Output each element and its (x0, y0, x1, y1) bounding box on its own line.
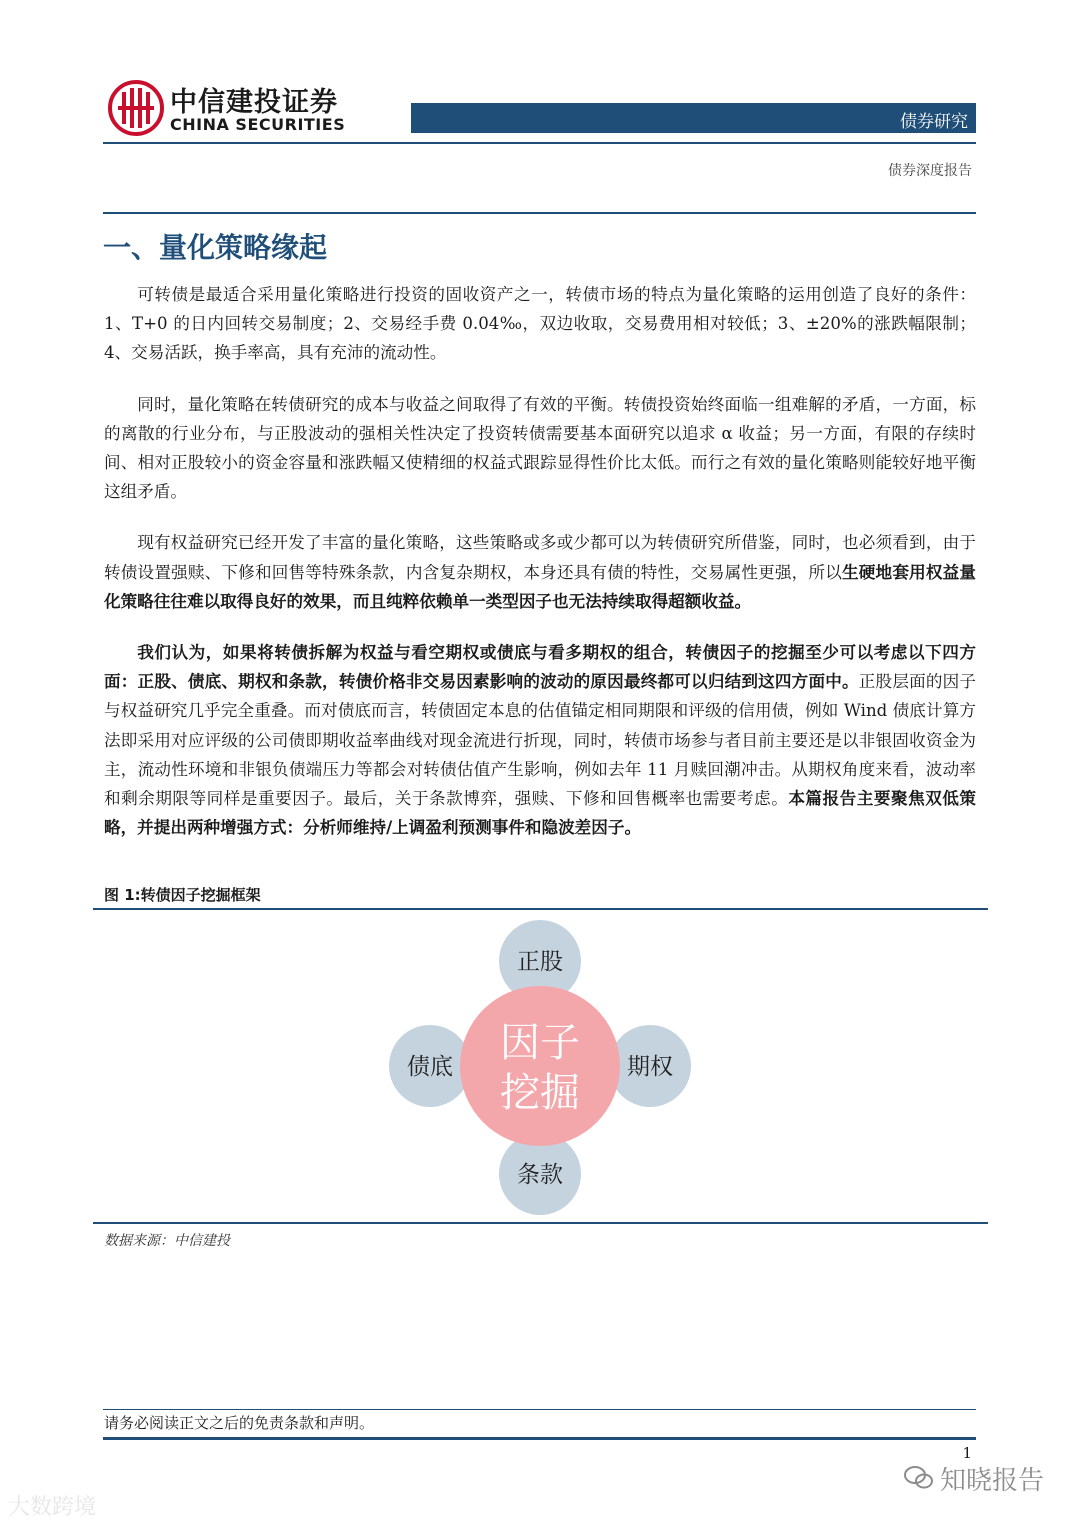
category-label: 债券研究 (900, 112, 968, 132)
center-label-line1: 因子 (500, 1020, 580, 1066)
figure-caption: 图 1:转债因子挖掘框架 (104, 886, 261, 904)
satellite-label-right: 期权 (627, 1054, 673, 1080)
footer-divider-thin (103, 1409, 976, 1410)
content-top-divider (103, 212, 976, 214)
paragraph-4-emphasis: 我们认为，如果将转债拆解为权益与看空期权或债底与看多期权的组合，转债因子的挖掘至少可以考虑以下四方面：正股、债底、期权和条款，转债价格非交易因素影响的波动的原因最终都可以归结到这四方面中。 (104, 642, 976, 692)
footer-divider-thick (103, 1437, 976, 1440)
center-circle (460, 986, 620, 1146)
factor-framework-diagram (380, 920, 700, 1220)
body-text (104, 280, 976, 864)
watermark-right-text: 知晓报告 (939, 1466, 1044, 1496)
wechat-icon (904, 1465, 934, 1498)
paragraph-3-emphasis: 生硬地套用权益量化策略往往难以取得良好的效果，而且纯粹依赖单一类型因子也无法持续取得超额收益。 (104, 561, 977, 611)
paragraph-1-text: 可转债是最适合采用量化策略进行投资的固收资产之一，转债市场的特点为量化策略的运用创造了良好的条件：1、T+0 的日内回转交易制度；2、交易经手费 0.04‰，双边收取，交易费用相对较低；3、±20%的涨跌幅限制；4、交易活跃，换手率高，具有充沛的流动性。 (104, 285, 976, 363)
company-logo-icon (108, 80, 164, 136)
paragraph-4 (104, 638, 976, 842)
paragraph-3-text: 现有权益研究已经开发了丰富的量化策略，这些策略或多或少都可以为转债研究所借鉴，同时，也必须看到，由于转债设置强赎、下修和回售等特殊条款，内含复杂期权，本身还具有债的特性，交易属性更强，所以 (104, 533, 976, 582)
satellite-label-left: 债底 (407, 1054, 453, 1080)
paragraph-2-text: 同时，量化策略在转债研究的成本与收益之间取得了有效的平衡。转债投资始终面临一组难解的矛盾，一方面，标的离散的行业分布，与正股波动的强相关性决定了投资转债需要基本面研究以追求 α 收益；另一方面，有限的存续时间、相对正股较小的资金容量和涨跌幅又使精细的权益式跟踪显得性价比太低。而行之有效的量化策略则能较好地平衡这组矛盾。 (104, 394, 976, 502)
figure-bottom-divider (93, 1222, 988, 1224)
satellite-label-top: 正股 (517, 949, 563, 975)
watermark-left: 大数跨境 (8, 1495, 97, 1520)
paragraph-2 (104, 390, 976, 507)
category-banner (411, 103, 976, 133)
section-title: 一、量化策略缘起 (103, 231, 328, 264)
satellite-label-bottom: 条款 (517, 1162, 563, 1188)
paragraph-1 (104, 280, 976, 368)
figure-source: 数据来源：中信建投 (104, 1233, 230, 1249)
watermark-right (904, 1460, 1044, 1498)
paragraph-4-conclusion: 本篇报告主要聚焦双低策略，并提出两种增强方式：分析师维持/上调盈利预测事件和隐波差因子。 (104, 788, 977, 838)
paragraph-3 (104, 528, 976, 616)
figure-top-divider (93, 908, 988, 910)
report-type-label: 债券深度报告 (888, 163, 972, 179)
page-number: 1 (962, 1444, 972, 1462)
center-label-line2: 挖掘 (500, 1070, 580, 1116)
brand-name-en: CHINA SECURITIES (170, 115, 346, 134)
header-divider (103, 142, 976, 144)
paragraph-4-text: 正股层面的因子与权益研究几乎完全重叠。而对债底而言，转债固定本息的估值锚定相同期限和评级的信用债，例如 Wind 债底计算方法即采用对应评级的公司债即期收益率曲线对现金流进行折现，同时，转债市场参与者目前主要还是以非银固收资金为主，流动性环境和非银负债端压力等都会对转债估值产生影响，例如去年 11 月赎回潮冲击。从期权角度来看，波动率和剩余期限等同样是重要因子。最后，关于条款博弈，强赎、下修和回售概率也需要考虑。 (104, 672, 977, 809)
disclaimer-text: 请务必阅读正文之后的免责条款和声明。 (104, 1414, 375, 1432)
brand-name-cn: 中信建投证券 (170, 87, 338, 118)
